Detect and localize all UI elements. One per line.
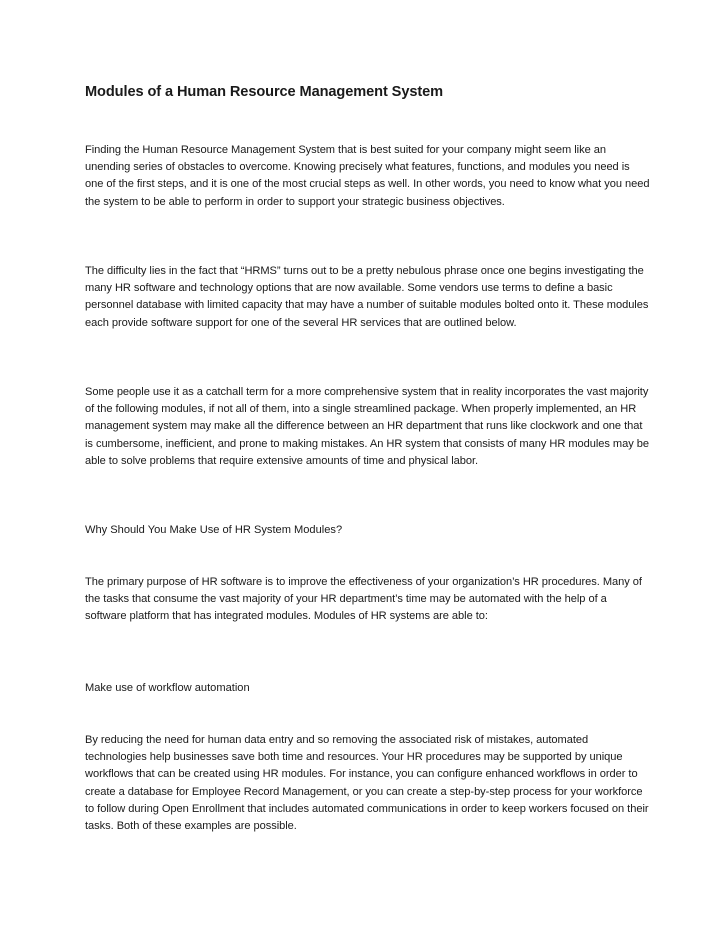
section-heading-why-modules: Why Should You Make Use of HR System Modules?: [85, 524, 343, 536]
paragraph-intro: Finding the Human Resource Management System that is best suited for your company might seem like an unending series of obstacles to overcome. Knowing precisely what features, functions, and modules you need is one of the first steps, and it is one of the most crucial steps as well. In other words, you need to know what you need the system to be able to perform in order to support your strategic business objectives.: [85, 144, 650, 208]
document-title: Modules of a Human Resource Management System: [85, 84, 443, 100]
paragraph-primary-purpose: The primary purpose of HR software is to improve the effectiveness of your organization’s HR procedures. Many of the tasks that consume the vast majority of your HR department’s time may be automated with the help of a software platform that has integrated modules. Modules of HR systems are able to:: [85, 576, 642, 623]
paragraph-catchall-term: Some people use it as a catchall term for a more comprehensive system that in reality incorporates the vast majority of the following modules, if not all of them, into a single streamlined package. When properly implemented, an HR management system may make all the difference between an HR department that runs like clockwork and one that is cumbersome, inefficient, and prone to making mistakes. An HR system that consists of many HR modules may be able to solve problems that require extensive amounts of time and physical labor.: [85, 386, 650, 467]
section-heading-workflow-automation: Make use of workflow automation: [85, 682, 250, 694]
paragraph-workflow-automation: By reducing the need for human data entry and so removing the associated risk of mistakes, automated technologies help businesses save both time and resources. Your HR procedures may be supported by unique workflows that can be created using HR modules. For instance, you can configure enhanced workflows in order to create a database for Employee Record Management, or you can create a step-by-step process for your workforce to follow during Open Enrollment that includes automated communications in order to keep workers focused on their tasks. Both of these examples are possible.: [85, 734, 649, 833]
paragraph-hrms-definition: The difficulty lies in the fact that “HRMS” turns out to be a pretty nebulous phrase once one begins investigating the many HR software and technology options that are now available. Some vendors use terms to define a basic personnel database with limited capacity that may have a number of suitable modules bolted onto it. These modules each provide software support for one of the several HR services that are outlined below.: [85, 265, 649, 329]
